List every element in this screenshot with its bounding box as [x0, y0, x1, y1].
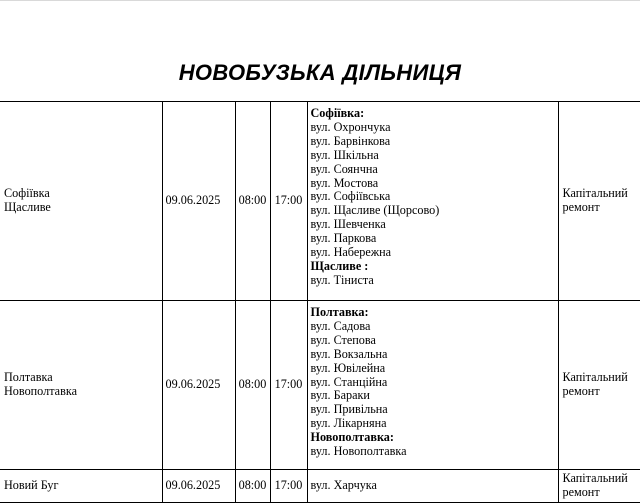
street-item: вул. Харчука [310, 478, 377, 493]
outage-schedule-table [0, 101, 640, 503]
reason-cell [558, 102, 640, 301]
street-item: вул. Вокзальна [310, 346, 388, 361]
page-title: НОВОБУЗЬКА ДІЛЬНИЦЯ [178, 60, 462, 85]
reason-cell [558, 470, 640, 503]
settlements-cell [0, 301, 162, 470]
settlement-name: Новополтавка [4, 384, 77, 398]
settlement-name: Щасливе [4, 200, 51, 214]
street-item: вул. Щасливе (Щорсово) [310, 203, 440, 218]
reason-text: Капітальний [562, 186, 628, 201]
street-item: вул. Соянчна [310, 161, 378, 176]
street-item: вул. Набережна [310, 245, 392, 260]
settlements-cell [0, 470, 162, 503]
date-cell: 09.06.2025 [162, 470, 235, 503]
street-item: вул. Новополтавка [310, 444, 407, 459]
top-divider [0, 0, 640, 1]
reason-text: Капітальний [562, 471, 628, 486]
time-from-cell: 08:00 [235, 470, 270, 503]
streets-cell [307, 102, 558, 301]
street-item: вул. Барвінкова [310, 133, 391, 148]
street-item: вул. Софіївська [310, 189, 391, 204]
reason-text: Капітальний [562, 370, 628, 385]
time-to-cell: 17:00 [270, 470, 307, 503]
table-row [0, 301, 640, 470]
date-cell: 09.06.2025 [162, 102, 235, 301]
street-item: вул. Степова [310, 332, 376, 347]
street-item: вул. Мостова [310, 175, 379, 190]
date-cell: 09.06.2025 [162, 301, 235, 470]
streets-cell [307, 470, 558, 503]
street-item: вул. Садова [310, 318, 371, 333]
street-item: вул. Шкільна [310, 147, 379, 162]
settlement-name: Новий Буг [4, 478, 59, 493]
reason-text: ремонт [562, 384, 600, 398]
time-to-cell: 17:00 [270, 301, 307, 470]
settlements-cell [0, 102, 162, 301]
street-item: вул. Охрончука [310, 119, 391, 134]
street-item: вул. Станційна [310, 374, 388, 389]
settlement-subheading: Софіївка: [310, 106, 365, 120]
street-item: вул. Ювілейна [310, 360, 386, 375]
streets-cell [307, 301, 558, 470]
settlement-subheading: Полтавка: [310, 305, 369, 319]
street-item: вул. Паркова [310, 231, 377, 246]
table-row [0, 102, 640, 301]
reason-text: ремонт [562, 485, 600, 499]
street-item: вул. Привільна [310, 402, 388, 417]
settlement-subheading: Щасливе : [310, 258, 369, 273]
settlement-name: Софіївка [4, 186, 50, 201]
reason-cell [558, 301, 640, 470]
table-row [0, 470, 640, 503]
street-item: вул. Бараки [310, 388, 370, 403]
time-from-cell: 08:00 [235, 301, 270, 470]
settlement-name: Полтавка [4, 370, 53, 385]
time-to-cell: 17:00 [270, 102, 307, 301]
time-from-cell: 08:00 [235, 102, 270, 301]
street-item: вул. Тіниста [310, 272, 374, 287]
reason-text: ремонт [562, 200, 600, 214]
street-item: вул. Лікарняна [310, 416, 387, 431]
street-item: вул. Шевченка [310, 217, 386, 232]
settlement-subheading: Новополтавка: [310, 430, 394, 445]
